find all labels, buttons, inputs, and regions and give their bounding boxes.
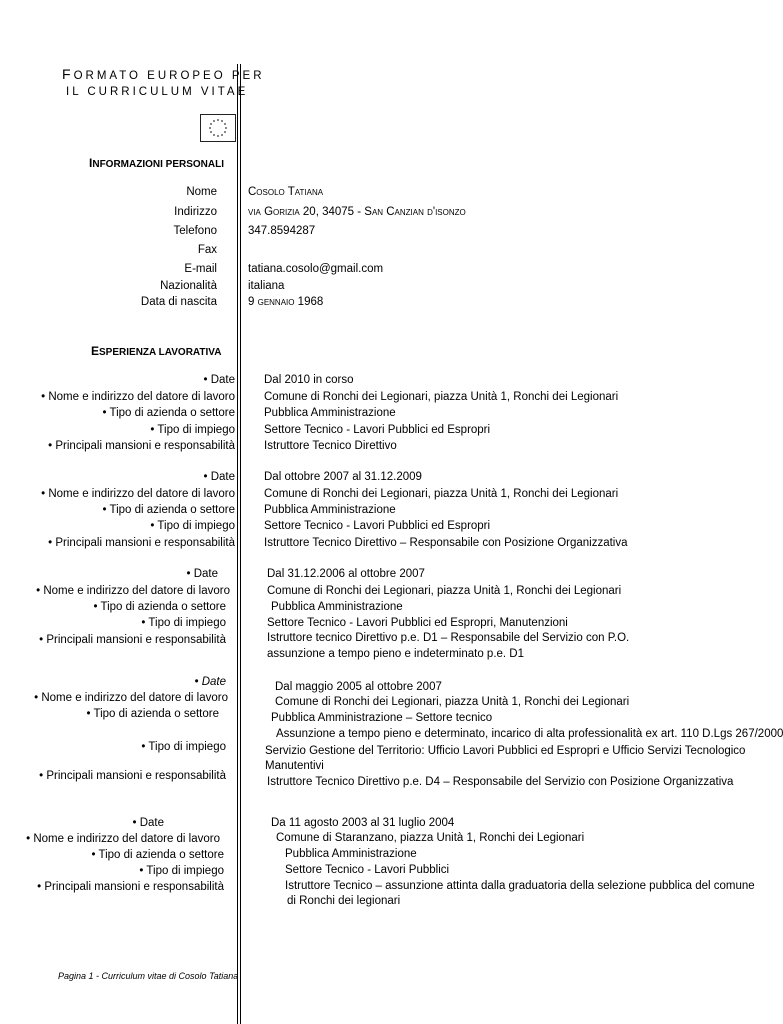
entry-5-value-duties: Istruttore Tecnico – assunzione attinta dalla graduatoria della selezione pubblica del comune — [285, 880, 755, 892]
entry-4-value-duties: Istruttore Tecnico Direttivo p.e. D4 – Responsabile del Servizio con Posizione Organizzativa — [267, 776, 734, 788]
value-birth: 9 gennaio 1968 — [248, 296, 324, 308]
entry-5-label-job: • Tipo di impiego — [139, 865, 224, 877]
entry-2-label-sector: • Tipo di azienda o settore — [102, 504, 235, 516]
document-title: FORMATO EUROPEO PER — [62, 66, 265, 82]
entry-3-label-employer: • Nome e indirizzo del datore di lavoro — [36, 585, 230, 597]
entry-3-value-duties: Istruttore tecnico Direttivo p.e. D1 – Responsabile del Servizio con P.O. — [267, 632, 630, 644]
entry-2-value-date: Dal ottobre 2007 al 31.12.2009 — [264, 471, 422, 483]
section-heading-personal: INFORMAZIONI PERSONALI — [89, 156, 225, 170]
entry-2-label-duties: • Principali mansioni e responsabilità — [48, 537, 235, 549]
label-phone: Telefono — [173, 225, 217, 237]
entry-1-value-sector: Pubblica Amministrazione — [264, 407, 396, 419]
entry-3-value-sector: Pubblica Amministrazione — [271, 601, 403, 613]
document-subtitle: IL CURRICULUM VITAE — [66, 86, 249, 98]
value-name: Cosolo Tatiana — [248, 186, 324, 198]
entry-5-label-sector: • Tipo di azienda o settore — [91, 849, 224, 861]
value-address: via Gorizia 20, 34075 - San Canzian d'isonzo — [248, 206, 466, 218]
entry-1-label-sector: • Tipo di azienda o settore — [102, 407, 235, 419]
entry-5-label-duties: • Principali mansioni e responsabilità — [37, 881, 224, 893]
entry-2-label-date: • Date — [203, 471, 235, 483]
entry-1-label-duties: • Principali mansioni e responsabilità — [48, 440, 235, 452]
entry-4-value-date: Dal maggio 2005 al ottobre 2007 — [275, 681, 442, 693]
entry-4-value-employer: Comune di Ronchi dei Legionari, piazza Unità 1, Ronchi dei Legionari — [275, 696, 630, 708]
entry-5-value-sector: Pubblica Amministrazione — [285, 848, 417, 860]
entry-2-value-sector: Pubblica Amministrazione — [264, 504, 396, 516]
entry-2-label-job: • Tipo di impiego — [150, 520, 235, 532]
label-name: Nome — [186, 186, 217, 198]
value-phone: 347.8594287 — [248, 225, 316, 237]
entry-1-value-duties: Istruttore Tecnico Direttivo — [264, 440, 397, 452]
entry-3-label-sector: • Tipo di azienda o settore — [93, 601, 226, 613]
entry-4-value-job: Assunzione a tempo pieno e determinato, incarico di alta professionalità ex art. 110 D.Lgs 267/2000 — [276, 728, 783, 740]
entry-3-label-duties: • Principali mansioni e responsabilità — [39, 634, 226, 646]
entry-4-value-service-2: Manutentivi — [265, 760, 324, 772]
entry-2-value-job: Settore Tecnico - Lavori Pubblici ed Espropri — [264, 520, 491, 532]
entry-5-value-date: Da 11 agosto 2003 al 31 luglio 2004 — [271, 817, 455, 829]
entry-3-value-duties-2: assunzione a tempo pieno e indeterminato p.e. D1 — [267, 648, 524, 660]
label-fax: Fax — [197, 244, 217, 256]
entry-5-label-employer: • Nome e indirizzo del datore di lavoro — [26, 833, 220, 845]
entry-4-label-date: • Date — [194, 676, 226, 688]
entry-1-label-job: • Tipo di impiego — [150, 424, 235, 436]
entry-5-value-employer: Comune di Staranzano, piazza Unità 1, Ronchi dei Legionari — [276, 832, 585, 844]
entry-1-label-employer: • Nome e indirizzo del datore di lavoro — [41, 391, 235, 403]
entry-4-value-sector: Pubblica Amministrazione – Settore tecnico — [271, 712, 493, 724]
page-footer: Pagina 1 - Curriculum vitae di Cosolo Tatiana — [58, 971, 239, 981]
entry-4-value-service: Servizio Gestione del Territorio: Ufficio Lavori Pubblici ed Espropri e Ufficio Servizi Tecnologico — [265, 745, 746, 757]
entry-1-value-date: Dal 2010 in corso — [264, 374, 354, 386]
entry-3-value-job: Settore Tecnico - Lavori Pubblici ed Espropri, Manutenzioni — [267, 617, 568, 629]
column-divider-left — [237, 64, 238, 1024]
value-nationality: italiana — [248, 280, 285, 292]
entry-5-value-duties-2: di Ronchi dei legionari — [287, 895, 401, 907]
entry-3-label-job: • Tipo di impiego — [141, 617, 226, 629]
entry-1-label-date: • Date — [203, 374, 235, 386]
eu-flag-icon — [200, 114, 236, 142]
entry-3-value-date: Dal 31.12.2006 al ottobre 2007 — [267, 568, 425, 580]
label-address: Indirizzo — [174, 206, 217, 218]
entry-3-label-date: • Date — [186, 568, 218, 580]
entry-3-value-employer: Comune di Ronchi dei Legionari, piazza Unità 1, Ronchi dei Legionari — [267, 585, 622, 597]
entry-4-label-duties: • Principali mansioni e responsabilità — [39, 770, 226, 782]
label-email: E-mail — [184, 263, 217, 275]
entry-1-value-job: Settore Tecnico - Lavori Pubblici ed Espropri — [264, 424, 491, 436]
entry-1-value-employer: Comune di Ronchi dei Legionari, piazza Unità 1, Ronchi dei Legionari — [264, 391, 619, 403]
column-divider-right — [240, 64, 241, 1024]
entry-4-label-sector: • Tipo di azienda o settore — [86, 708, 219, 720]
entry-4-label-job: • Tipo di impiego — [141, 741, 226, 753]
entry-5-value-job: Settore Tecnico - Lavori Pubblici — [285, 864, 450, 876]
entry-2-label-employer: • Nome e indirizzo del datore di lavoro — [41, 488, 235, 500]
entry-2-value-duties: Istruttore Tecnico Direttivo – Responsabile con Posizione Organizzativa — [264, 537, 628, 549]
label-nationality: Nazionalità — [160, 280, 217, 292]
label-birth: Data di nascita — [140, 296, 217, 308]
section-heading-experience: ESPERIENZA LAVORATIVA — [91, 344, 222, 358]
entry-5-label-date: • Date — [132, 817, 164, 829]
value-email: tatiana.cosolo@gmail.com — [248, 263, 384, 275]
entry-2-value-employer: Comune di Ronchi dei Legionari, piazza Unità 1, Ronchi dei Legionari — [264, 488, 619, 500]
entry-4-label-employer: • Nome e indirizzo del datore di lavoro — [34, 692, 228, 704]
